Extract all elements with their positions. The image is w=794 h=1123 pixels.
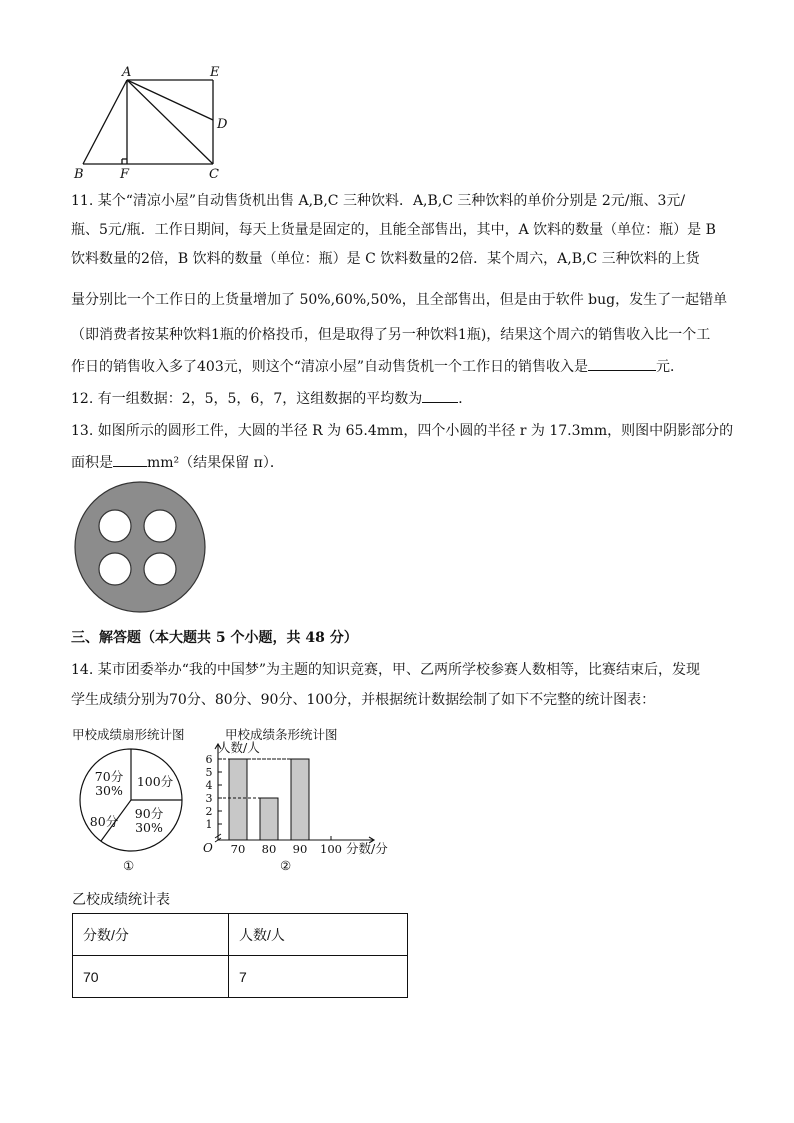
table-header-cell: 人数/人 xyxy=(229,914,408,956)
q11-answer-blank[interactable] xyxy=(588,356,656,371)
q11-line-2: 瓶、5元/瓶．工作日期间，每天上货量是固定的，且能全部售出，其中，A 饮料的数量（单位：瓶）是 B xyxy=(71,222,716,238)
vertex-label-d: D xyxy=(217,117,228,132)
q11-line-6 xyxy=(71,356,731,378)
q11-tail: 元． xyxy=(656,359,685,375)
y-tick-label: 1 xyxy=(205,818,213,831)
q12-text: 12. 有一组数据：2，5，5，6，7，这组数据的平均数为 xyxy=(71,391,423,407)
q11-line-3: 饮料数量的2倍，B 饮料的数量（单位：瓶）是 C 饮料数量的2倍．某个周六，A,B,C 三种饮料的上货 xyxy=(71,251,700,267)
y-tick-label: 6 xyxy=(205,753,213,766)
circle-workpiece-figure xyxy=(72,480,208,614)
geometry-figure xyxy=(70,60,250,185)
q11-line-4: 量分别比一个工作日的上货量增加了 50%,60%,50%，且全部售出，但是由于软件 bug，发生了一起错单 xyxy=(71,292,728,308)
bar-chart-ylabel: 人数/人 xyxy=(218,740,260,755)
q11-line-5: （即消费者按某种饮料1瓶的价格投币，但是取得了另一种饮料1瓶)，结果这个周六的销售收入比一个工 xyxy=(71,327,711,343)
pie-chart-title: 甲校成绩扇形统计图 xyxy=(72,727,185,742)
pie-pct-70: 30% xyxy=(95,783,123,798)
q13-answer-blank[interactable] xyxy=(113,452,147,467)
pie-label-80: 80分 xyxy=(89,814,119,829)
vertex-label-f: F xyxy=(120,167,130,182)
table-row xyxy=(73,956,408,998)
x-tick-label: 80 xyxy=(261,842,277,856)
pie-label-100: 100分 xyxy=(136,774,174,789)
x-tick-label: 100 xyxy=(320,842,342,856)
x-tick-label: 70 xyxy=(230,842,246,856)
q12-line xyxy=(71,388,731,410)
y-tick-label: 5 xyxy=(205,766,213,779)
bar-chart-xlabel: 分数/分 xyxy=(346,841,388,856)
score-table xyxy=(72,913,408,998)
q13-line-2 xyxy=(71,452,731,474)
q13-post: mm²（结果保留 π）． xyxy=(147,455,284,471)
table-title: 乙校成绩统计表 xyxy=(72,891,170,907)
bar-90 xyxy=(291,759,309,840)
vertex-label-b: B xyxy=(74,167,84,182)
table-header-row xyxy=(73,914,408,956)
q12-tail: ． xyxy=(458,391,473,407)
table-cell: 70 xyxy=(73,956,229,998)
q11-line-6-text: 作日的销售收入多了403元，则这个“清凉小屋”自动售货机一个工作日的销售收入是 xyxy=(71,359,589,375)
section-heading: 三、解答题（本大题共 5 个小题，共 48 分） xyxy=(71,630,358,646)
q13-line-1: 13. 如图所示的圆形工件，大圆的半径 R 为 65.4mm，四个小圆的半径 r 为 17.3mm，则图中阴影部分的 xyxy=(71,423,734,439)
bar-70 xyxy=(229,759,247,840)
pie-pct-90: 30% xyxy=(135,820,163,835)
q14-line-2: 学生成绩分别为70分、80分、90分、100分，并根据统计数据绘制了如下不完整的统计图表： xyxy=(71,692,656,708)
bar-80 xyxy=(260,798,278,840)
vertex-label-a: A xyxy=(122,65,132,80)
q13-pre: 面积是 xyxy=(71,455,113,471)
x-tick-label: 90 xyxy=(292,842,308,856)
bar-chart-origin: O xyxy=(203,841,213,855)
bar-chart-title: 甲校成绩条形统计图 xyxy=(225,727,338,742)
table-header-cell: 分数/分 xyxy=(73,914,229,956)
vertex-label-c: C xyxy=(209,167,219,182)
y-tick-label: 2 xyxy=(205,805,213,818)
bar-chart xyxy=(198,740,398,860)
pie-label-70: 70分 xyxy=(94,769,124,784)
table-cell: 7 xyxy=(229,956,408,998)
vertex-label-e: E xyxy=(210,65,220,80)
pie-label-90: 90分 xyxy=(134,806,164,821)
bar-chart-caption: ② xyxy=(280,858,292,873)
pie-chart-caption: ① xyxy=(123,858,135,873)
q14-line-1: 14. 某市团委举办“我的中国梦”为主题的知识竞赛，甲、乙两所学校参赛人数相等，比赛结束后，发现 xyxy=(71,662,701,678)
q12-answer-blank[interactable] xyxy=(422,388,458,403)
y-tick-label: 4 xyxy=(205,779,213,792)
pie-chart xyxy=(78,748,188,860)
y-tick-label: 3 xyxy=(205,792,213,805)
q11-line-1: 11. 某个“清凉小屋”自动售货机出售 A,B,C 三种饮料．A,B,C 三种饮料的单价分别是 2元/瓶、3元/ xyxy=(71,193,686,209)
